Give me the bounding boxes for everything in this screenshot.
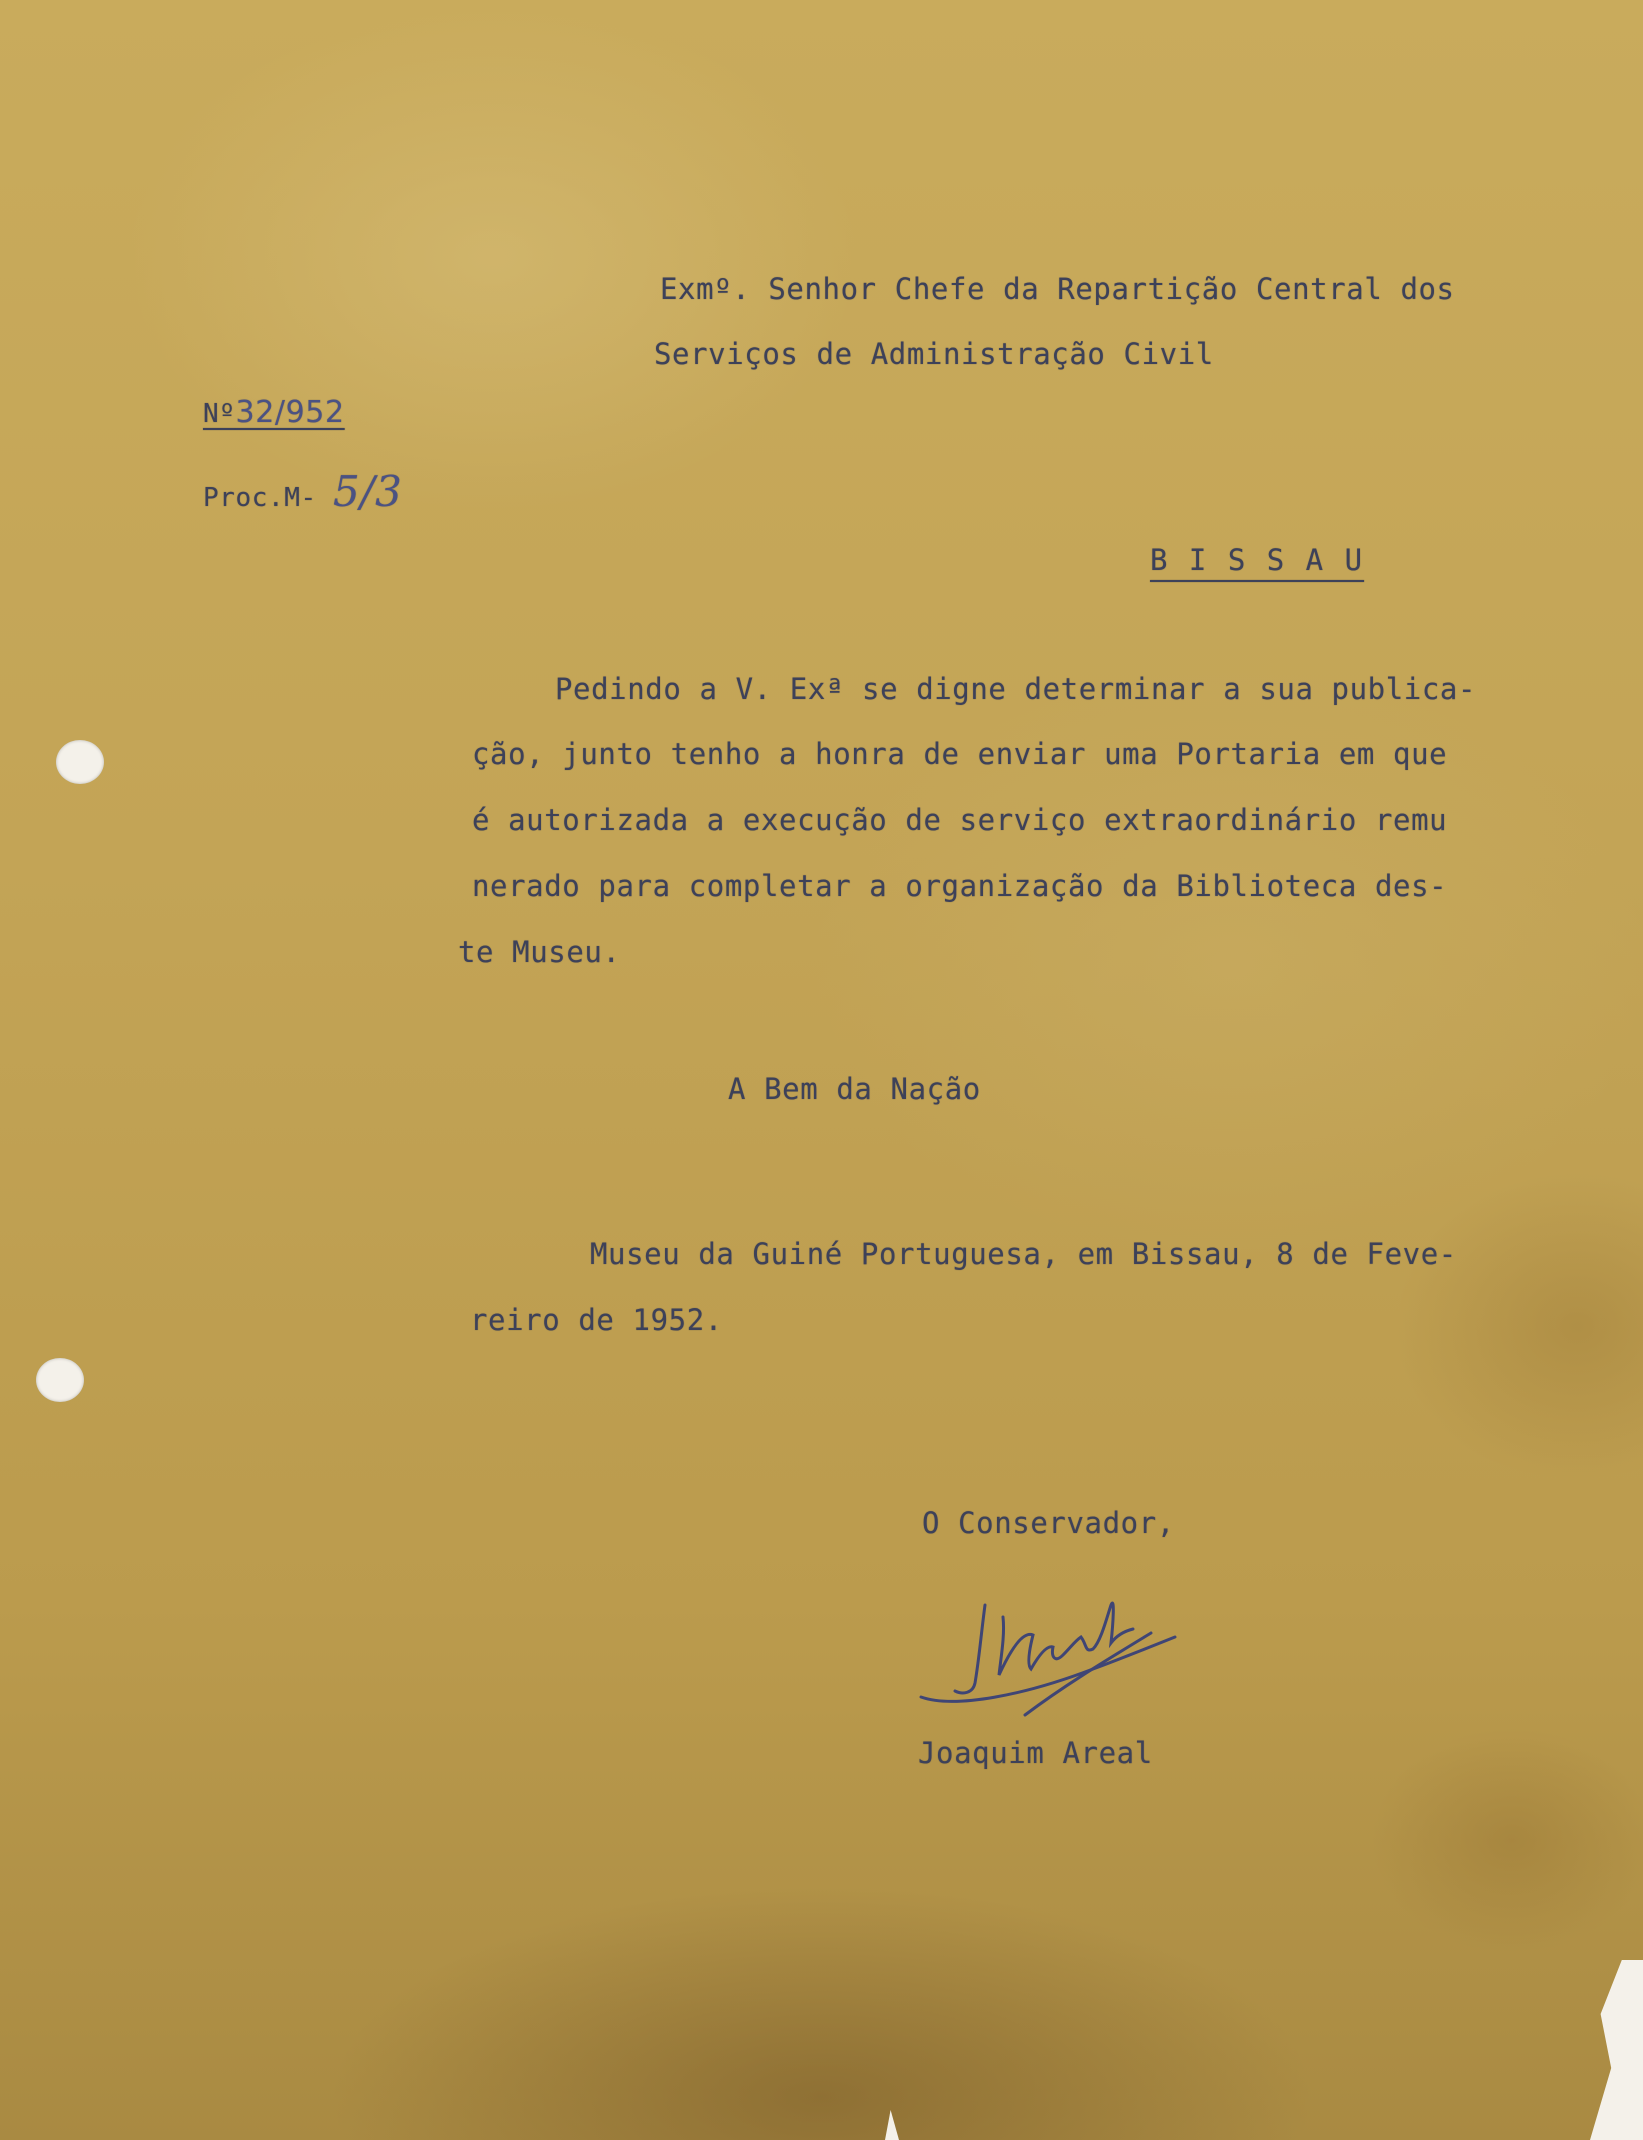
punch-hole-top: [56, 740, 104, 784]
signatory-name: Joaquim Areal: [918, 1736, 1153, 1770]
city-heading: B I S S A U: [1150, 543, 1365, 577]
salutation: A Bem da Nação: [728, 1072, 981, 1106]
process-reference: [203, 467, 402, 516]
addressee-line-1: Exmº. Senhor Chefe da Repartição Central dos: [660, 272, 1455, 306]
torn-edge-right: [1590, 1960, 1643, 2140]
reference-number: [203, 395, 345, 430]
body-line-4: nerado para completar a organização da Biblioteca des-: [472, 869, 1448, 903]
body-line-3: é autorizada a execução de serviço extraordinário remu: [472, 803, 1448, 837]
place-date-line-2: reiro de 1952.: [470, 1303, 723, 1337]
process-label: Proc.M-: [203, 483, 317, 513]
body-line-5: te Museu.: [458, 935, 621, 969]
body-line-2: ção, junto tenho a honra de enviar uma Portaria em que: [472, 737, 1448, 771]
punch-hole-bottom: [36, 1358, 84, 1402]
addressee-line-2: Serviços de Administração Civil: [654, 337, 1214, 371]
reference-number-value: 32/952: [235, 395, 345, 430]
body-line-1: Pedindo a V. Exª se digne determinar a sua publica-: [555, 672, 1477, 706]
reference-number-label: Nº: [203, 399, 236, 429]
place-date-line-1: Museu da Guiné Portuguesa, em Bissau, 8 de Feve-: [590, 1237, 1457, 1271]
signatory-title: O Conservador,: [922, 1506, 1175, 1540]
handwritten-signature: [915, 1565, 1185, 1725]
torn-edge-bottom: [885, 2110, 899, 2140]
process-value: 5/3: [333, 467, 403, 516]
